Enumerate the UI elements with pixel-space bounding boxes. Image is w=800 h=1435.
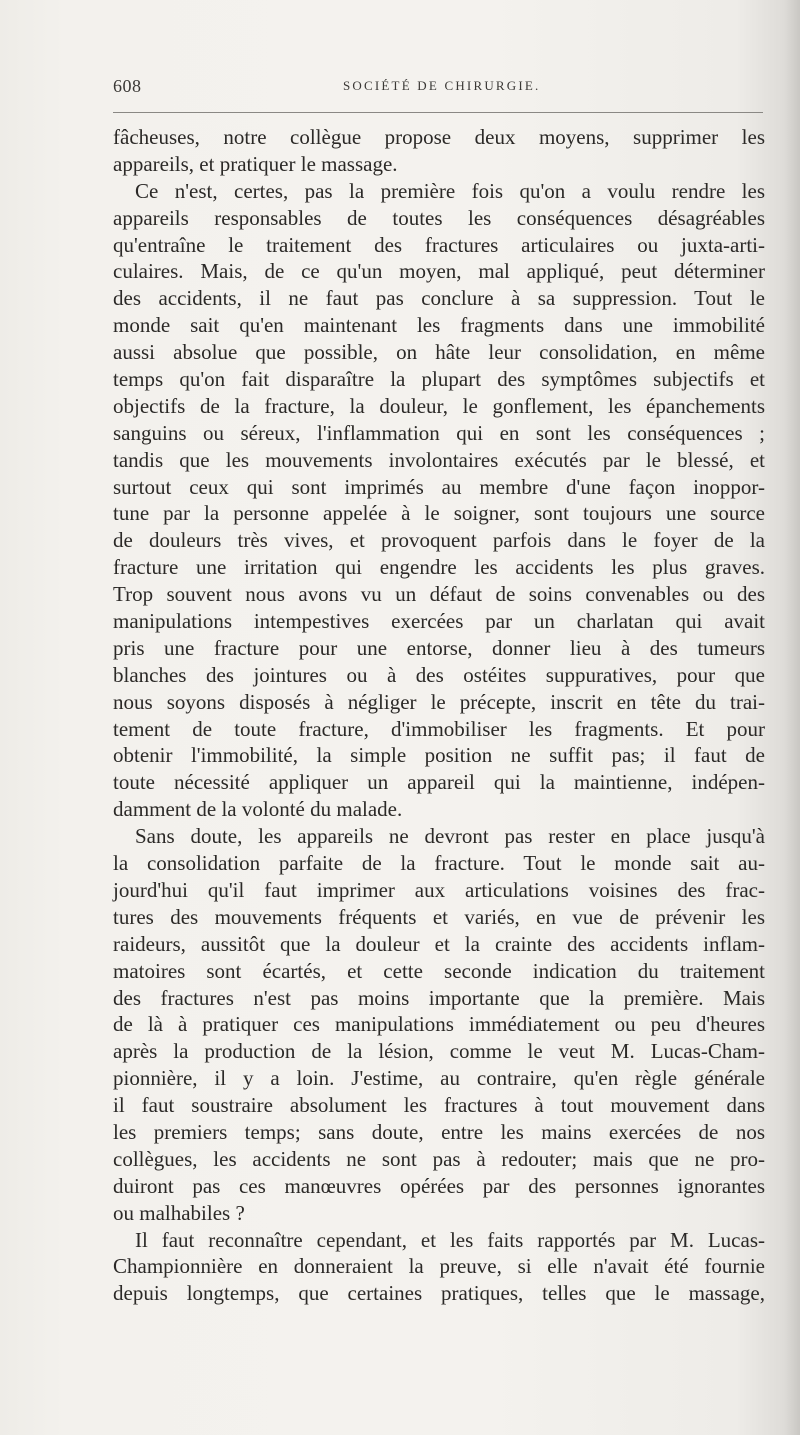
paragraph-start-line: Sans doute, les appareils ne devront pas rester en place jusqu'à: [135, 824, 765, 849]
text-line: après la production de la lésion, comme le veut M. Lucas-Cham-: [113, 1039, 765, 1064]
text-line: matoires sont écartés, et cette seconde indication du traitement: [113, 958, 765, 983]
text-line: duiront pas ces manœuvres opérées par des personnes ignorantes: [113, 1173, 765, 1198]
text-line: les premiers temps; sans doute, entre les mains exercées de nos: [113, 1119, 765, 1144]
text-line: fâcheuses, notre collègue propose deux moyens, supprimer les: [113, 125, 765, 149]
text-line: tement de toute fracture, d'immobiliser les fragments. Et pour: [113, 716, 765, 741]
text-line: de là à pratiquer ces manipulations immédiatement ou peu d'heures: [113, 1012, 765, 1037]
text-line: obtenir l'immobilité, la simple position ne suffit pas; il faut de: [113, 743, 765, 768]
text-line: tune par la personne appelée à le soigner, sont toujours une source: [113, 501, 765, 526]
text-line: nous soyons disposés à négliger le précepte, inscrit en tête du trai-: [113, 689, 765, 714]
body-text: [113, 124, 765, 1307]
text-line: la consolidation parfaite de la fracture. Tout le monde sait au-: [113, 851, 765, 876]
text-line: appareils responsables de toutes les conséquences désagréables: [113, 205, 765, 230]
text-line: manipulations intempestives exercées par un charlatan qui avait: [113, 609, 765, 634]
text-line: appareils, et pratiquer le massage.: [113, 151, 398, 176]
text-line: damment de la volonté du malade.: [113, 797, 403, 822]
text-line: des accidents, il ne faut pas conclure à sa suppression. Tout le: [113, 286, 765, 311]
text-line: monde sait qu'en maintenant les fragments dans une immobilité: [113, 313, 765, 338]
page-number: 608: [113, 76, 142, 96]
text-line: qu'entraîne le traitement des fractures articulaires ou juxta-arti-: [113, 232, 765, 257]
text-line: de douleurs très vives, et provoquent parfois dans le foyer de la: [113, 528, 765, 553]
text-line: objectifs de la fracture, la douleur, le gonflement, les épanchements: [113, 393, 765, 418]
text-line: sanguins ou séreux, l'inflammation qui en sont les conséquences ;: [113, 420, 765, 445]
text-line: des fractures n'est pas moins importante que la première. Mais: [113, 985, 765, 1010]
text-line: pris une fracture pour une entorse, donner lieu à des tumeurs: [113, 635, 765, 660]
text-line: culaires. Mais, de ce qu'un moyen, mal appliqué, peut déterminer: [113, 259, 765, 284]
paragraph-start-line: Ce n'est, certes, pas la première fois qu'on a voulu rendre les: [135, 178, 765, 203]
text-line: pionnière, il y a loin. J'estime, au contraire, qu'en règle générale: [113, 1066, 765, 1091]
text-line: tandis que les mouvements involontaires exécutés par le blessé, et: [113, 447, 765, 472]
text-line: Championnière en donneraient la preuve, si elle n'avait été fournie: [113, 1254, 765, 1279]
running-title: SOCIÉTÉ DE CHIRURGIE.: [343, 78, 541, 93]
text-line: depuis longtemps, que certaines pratiques, telles que le massage,: [113, 1281, 765, 1306]
text-line: toute nécessité appliquer un appareil qui la maintienne, indépen-: [113, 770, 765, 795]
paragraph-start-line: Il faut reconnaître cependant, et les faits rapportés par M. Lucas-: [135, 1227, 765, 1252]
text-line: jourd'hui qu'il faut imprimer aux articulations voisines des frac-: [113, 877, 765, 902]
text-line: raideurs, aussitôt que la douleur et la crainte des accidents inflam-: [113, 931, 765, 956]
text-line: tures des mouvements fréquents et variés, en vue de prévenir les: [113, 904, 765, 929]
text-line: collègues, les accidents ne sont pas à redouter; mais que ne pro-: [113, 1146, 765, 1171]
text-line: blanches des jointures ou à des ostéites suppuratives, pour que: [113, 662, 765, 687]
text-line: ou malhabiles ?: [113, 1200, 245, 1225]
text-line: il faut soustraire absolument les fractures à tout mouvement dans: [113, 1093, 765, 1118]
page-header: [113, 76, 760, 98]
text-line: temps qu'on fait disparaître la plupart des symptômes subjectifs et: [113, 367, 765, 392]
text-line: fracture une irritation qui engendre les accidents les plus graves.: [113, 555, 765, 580]
text-line: aussi absolue que possible, on hâte leur consolidation, en même: [113, 340, 765, 365]
text-line: Trop souvent nous avons vu un défaut de soins convenables ou des: [113, 582, 765, 607]
text-line: surtout ceux qui sont imprimés au membre d'une façon inoppor-: [113, 474, 765, 499]
header-rule: [113, 112, 763, 113]
